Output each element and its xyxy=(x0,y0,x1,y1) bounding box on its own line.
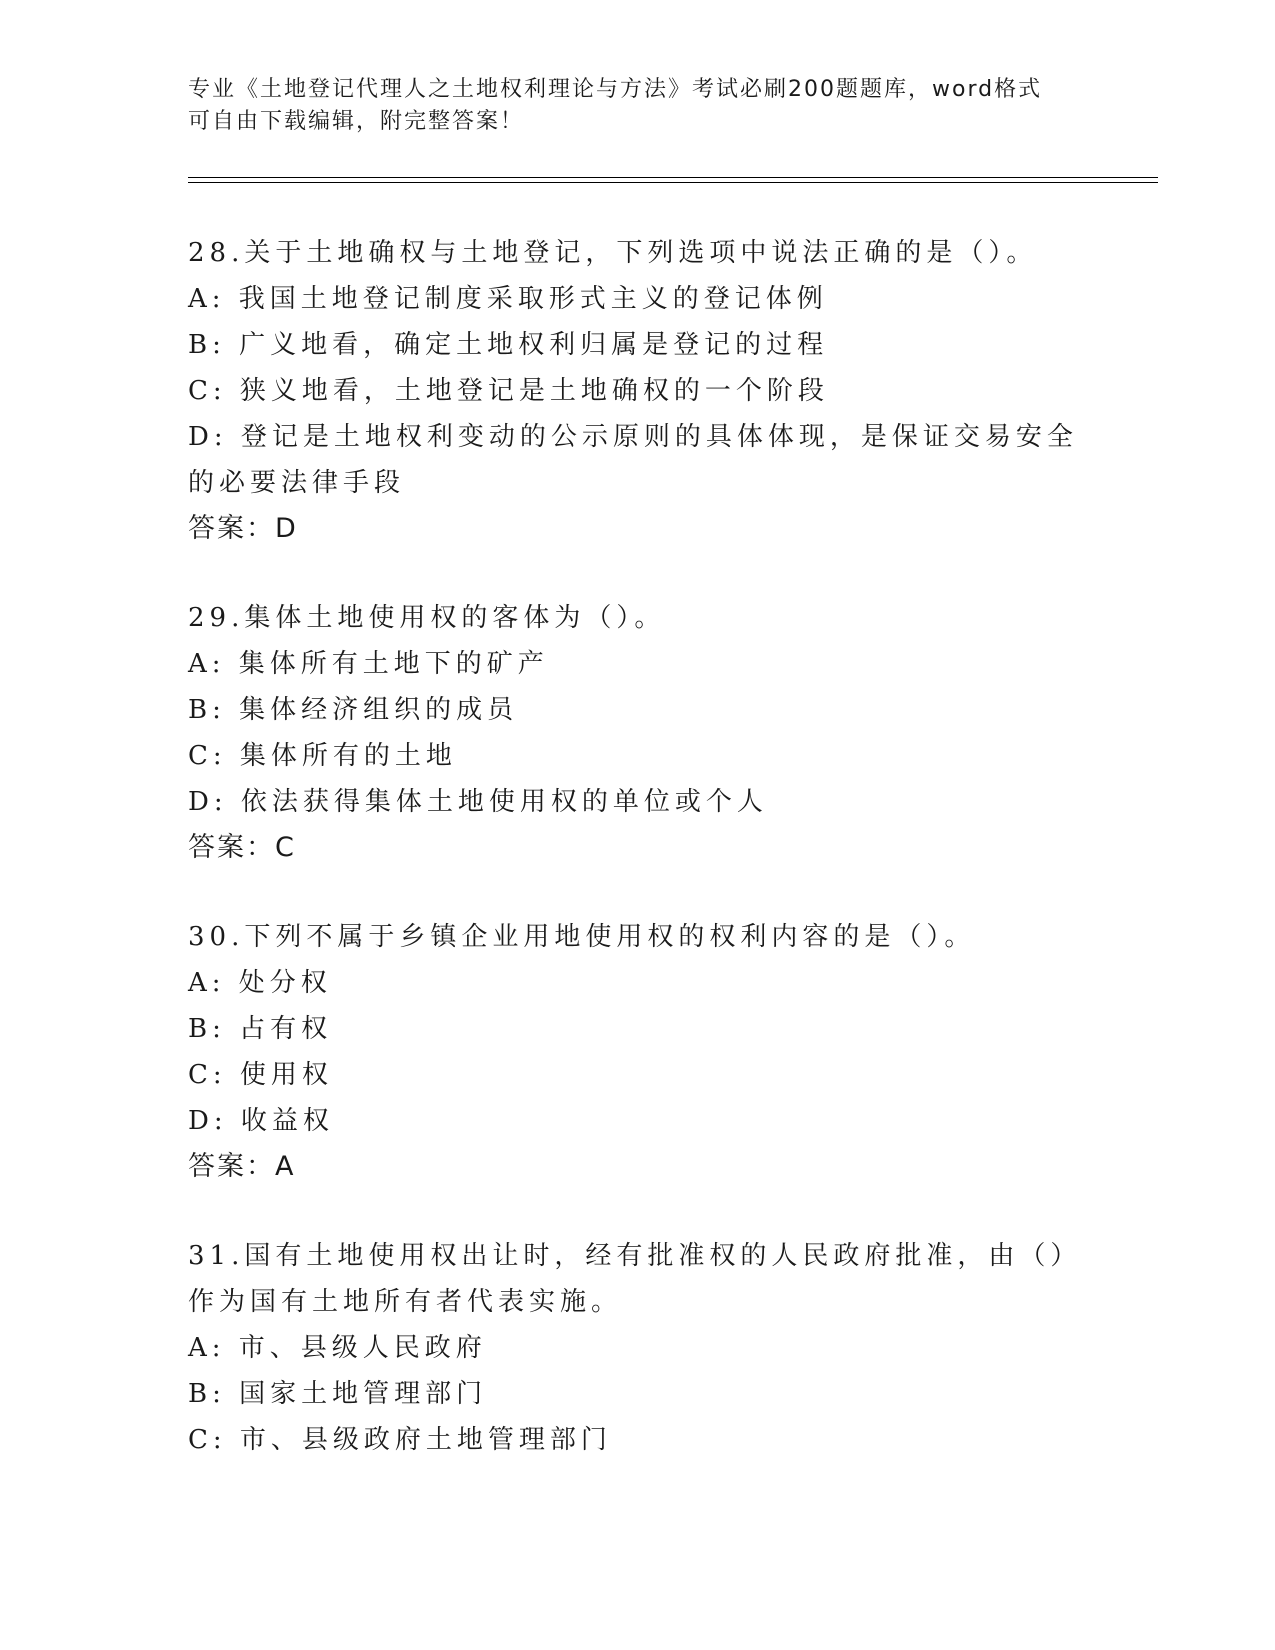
question-29 xyxy=(188,595,1088,871)
option-b: B: 国家土地管理部门 xyxy=(188,1379,488,1409)
question-31 xyxy=(188,1233,1088,1463)
option-a: A: 处分权 xyxy=(188,968,332,998)
document-header xyxy=(188,74,1088,138)
option-a: A: 市、县级人民政府 xyxy=(188,1333,487,1363)
header-line-2: 可自由下载编辑，附完整答案！ xyxy=(188,109,525,134)
answer: 答案：D xyxy=(188,513,298,544)
question-stem: 28.关于土地确权与土地登记，下列选项中说法正确的是（）。 xyxy=(188,238,1038,268)
answer: 答案：C xyxy=(188,832,296,863)
option-c: C: 狭义地看，土地登记是土地确权的一个阶段 xyxy=(188,376,829,406)
option-b: B: 占有权 xyxy=(188,1014,333,1044)
option-a: A: 我国土地登记制度采取形式主义的登记体例 xyxy=(188,284,828,314)
option-d: D: 收益权 xyxy=(188,1106,334,1136)
answer: 答案：A xyxy=(188,1151,296,1182)
option-d: D: 登记是土地权利变动的公示原则的具体体现，是保证交易安全的必要法律手段 xyxy=(188,422,1078,498)
header-divider-bottom xyxy=(188,182,1158,183)
question-stem: 29.集体土地使用权的客体为（）。 xyxy=(188,603,666,633)
option-d: D: 依法获得集体土地使用权的单位或个人 xyxy=(188,787,768,817)
option-a: A: 集体所有土地下的矿产 xyxy=(188,649,549,679)
question-stem: 31.国有土地使用权出让时，经有批准权的人民政府批准，由（）作为国有土地所有者代表实施。 xyxy=(188,1241,1082,1317)
question-28 xyxy=(188,230,1088,552)
option-c: C: 市、县级政府土地管理部门 xyxy=(188,1425,612,1455)
option-b: B: 集体经济组织的成员 xyxy=(188,695,519,725)
header-divider-top xyxy=(188,177,1158,178)
question-30 xyxy=(188,914,1088,1190)
question-stem: 30.下列不属于乡镇企业用地使用权的权利内容的是（）。 xyxy=(188,922,976,952)
option-c: C: 集体所有的土地 xyxy=(188,741,457,771)
option-b: B: 广义地看，确定土地权利归属是登记的过程 xyxy=(188,330,829,360)
header-line-1: 专业《土地登记代理人之土地权利理论与方法》考试必刷200题题库，word格式 xyxy=(188,77,1043,102)
option-c: C: 使用权 xyxy=(188,1060,333,1090)
